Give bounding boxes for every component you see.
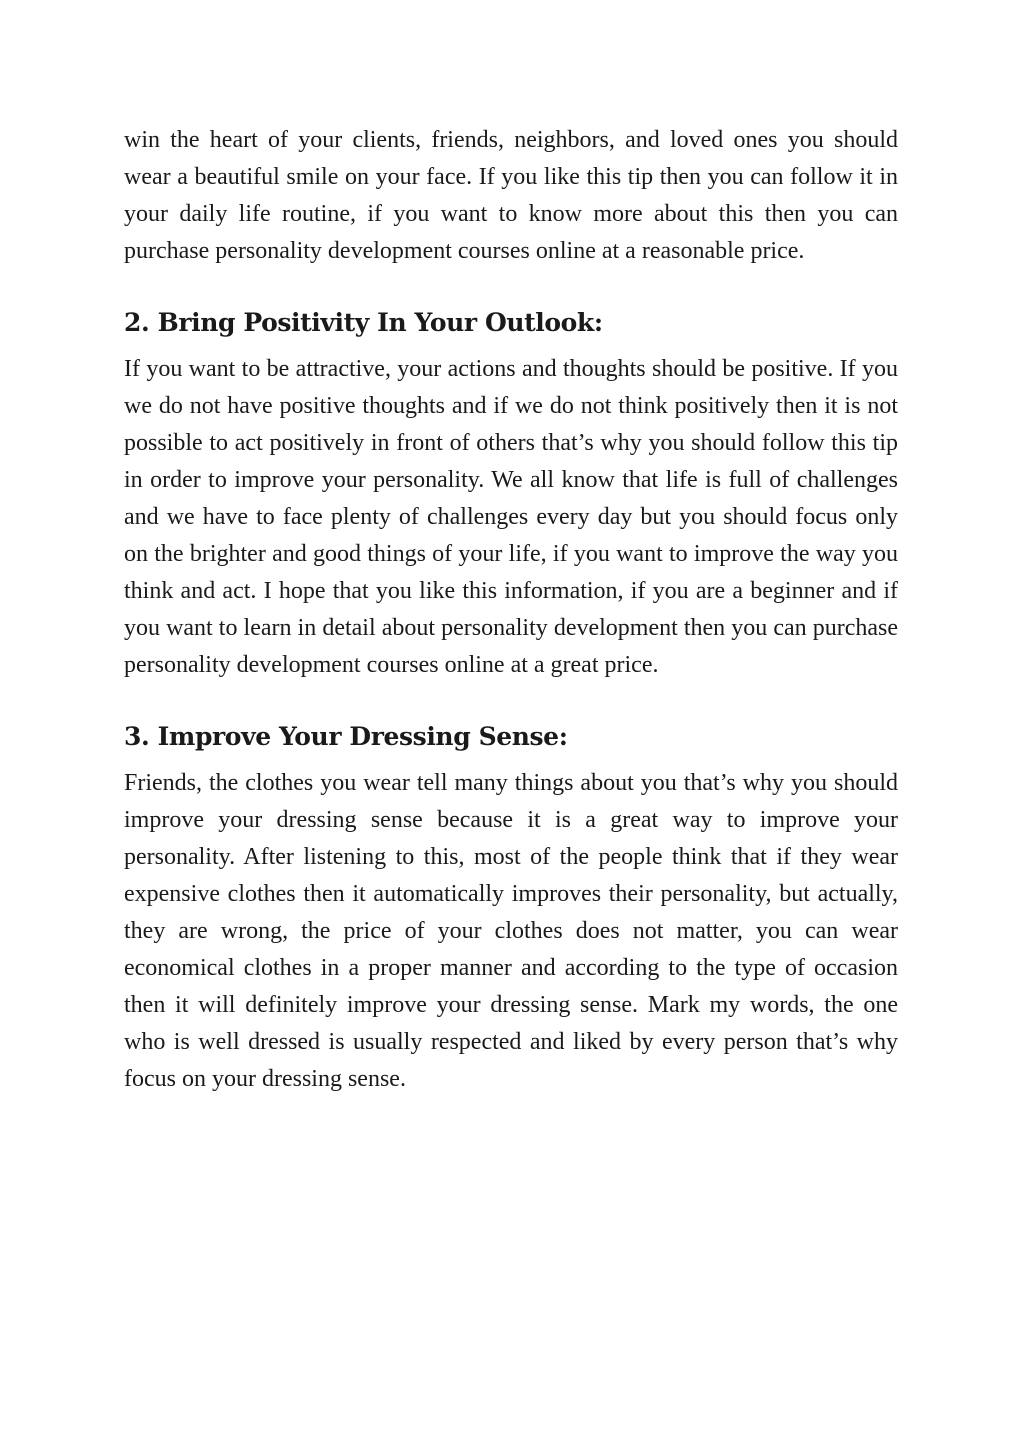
document-page: [124, 122, 898, 1098]
section-body-dressing: Friends, the clothes you wear tell many things about you that’s why you should improve your dressing sense because it is a great way to improve your personality. After listening to this, most of the people think that if they wear expensive clothes then it automatically improves their personality, but actually, they are wrong, the price of your clothes does not matter, you can wear economical clothes in a proper manner and according to the type of occasion then it will definitely improve your dressing sense. Mark my words, the one who is well dressed is usually respected and liked by every person that’s why focus on your dressing sense.: [124, 770, 898, 1092]
section-heading-positivity: 2. Bring Positivity In Your Outlook:: [124, 308, 603, 337]
intro-paragraph: win the heart of your clients, friends, neighbors, and loved ones you should wear a beautiful smile on your face. If you like this tip then you can follow it in your daily life routine, if you want to know more about this then you can purchase personality development courses online at a reasonable price.: [124, 127, 898, 264]
section-body-positivity: If you want to be attractive, your actions and thoughts should be positive. If you we do not have positive thoughts and if we do not think positively then it is not possible to act positively in front of others that’s why you should follow this tip in order to improve your personality. We all know that life is full of challenges and we have to face plenty of challenges every day but you should focus only on the brighter and good things of your life, if you want to improve the way you think and act. I hope that you like this information, if you are a beginner and if you want to learn in detail about personality development then you can purchase personality development courses online at a great price.: [124, 356, 898, 678]
section-heading-dressing: 3. Improve Your Dressing Sense:: [124, 722, 568, 751]
